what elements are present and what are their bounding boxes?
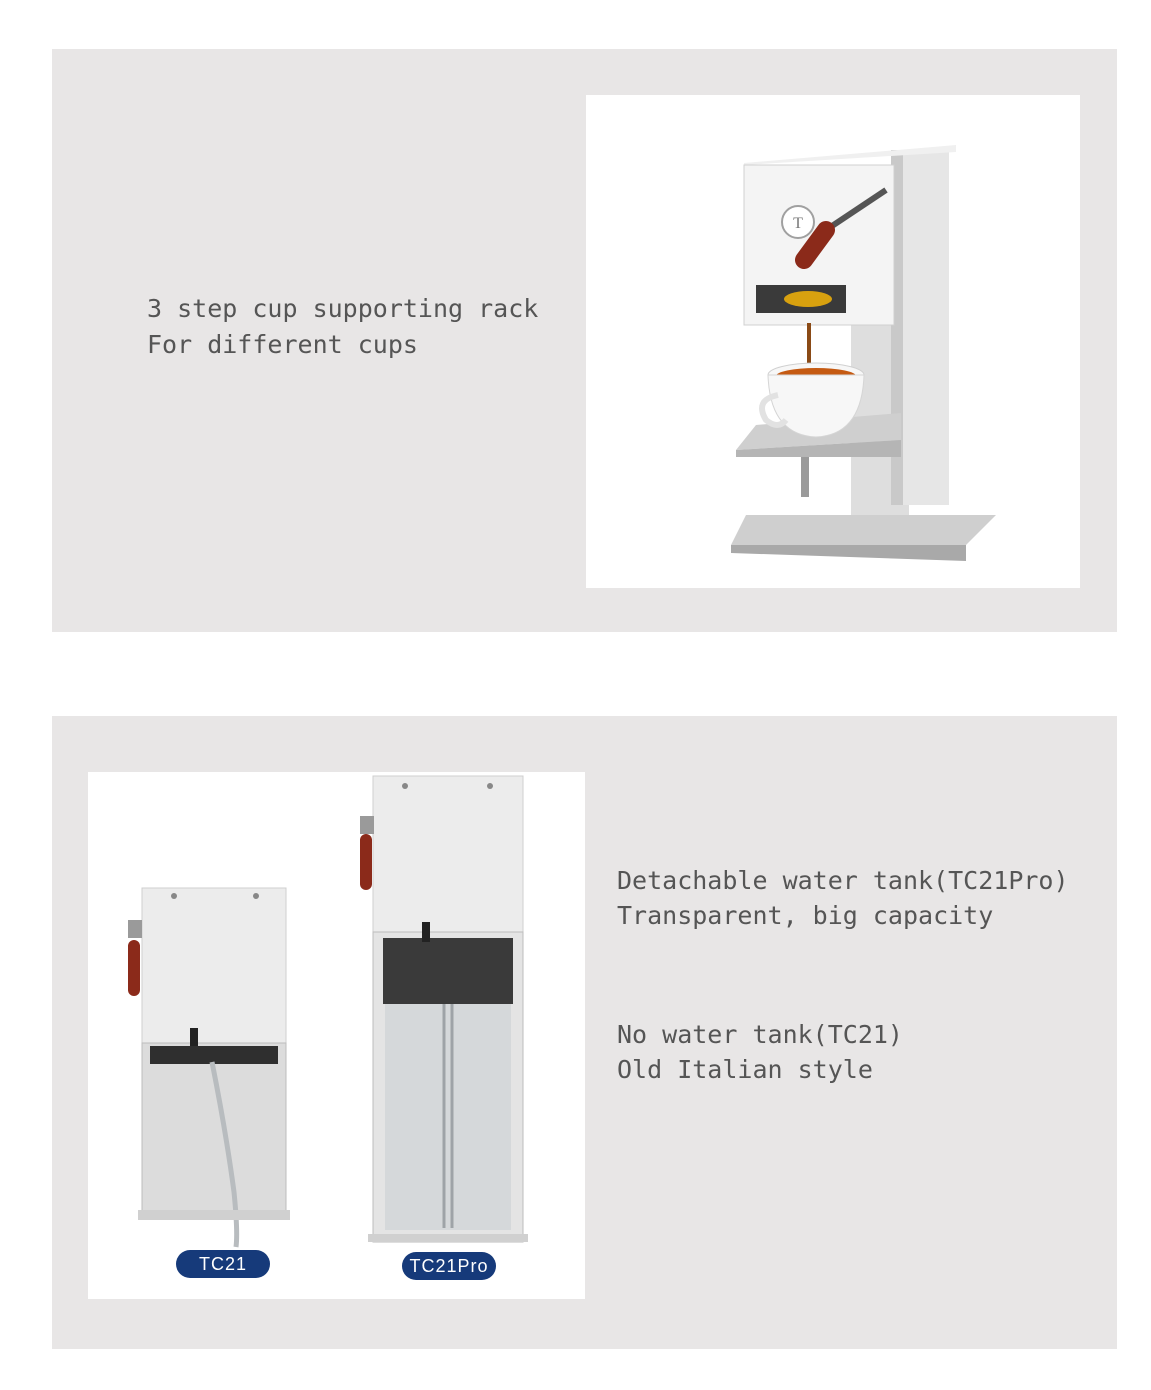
- tc21-valve: [190, 1028, 198, 1046]
- tc21-screw: [253, 893, 259, 899]
- tc21-screw: [171, 893, 177, 899]
- tc21pro-screw: [487, 783, 493, 789]
- base-plate: [731, 515, 996, 545]
- water-tank-line-1: Detachable water tank(TC21Pro): [617, 866, 1069, 895]
- tc21-base: [138, 1210, 290, 1220]
- water-tank-description: [617, 863, 1069, 933]
- tray-support: [801, 457, 809, 497]
- base-plate-edge: [731, 545, 966, 561]
- tc21pro-wood-handle: [360, 834, 372, 890]
- model-comparison-photo: [88, 772, 585, 1299]
- espresso-machine-photo: [586, 95, 1080, 588]
- tc21-wood-handle: [128, 940, 140, 996]
- water-tank-feature-panel: [52, 716, 1117, 1349]
- tc21pro-upper-body: [373, 776, 523, 932]
- coffee-stream: [807, 323, 811, 365]
- tc21pro-tank-lid: [383, 938, 513, 1004]
- tc21-upper-body: [142, 888, 286, 1043]
- no-tank-line-1: No water tank(TC21): [617, 1020, 903, 1049]
- portafilter-basket: [784, 291, 832, 307]
- tc21pro-water-tank: [385, 1004, 511, 1230]
- tc21pro-screw: [402, 783, 408, 789]
- model-comparison-illustration: [88, 772, 585, 1299]
- tc21-lever-mount: [128, 920, 142, 938]
- no-tank-line-2: Old Italian style: [617, 1055, 873, 1084]
- tc21pro-machine: [360, 776, 528, 1242]
- tc21pro-lever-mount: [360, 816, 374, 834]
- cup-rack-description: [147, 291, 538, 363]
- cup-rack-line-1: 3 step cup supporting rack: [147, 294, 539, 323]
- no-tank-description: [617, 1017, 903, 1087]
- cup-rack-feature-panel: [52, 49, 1117, 632]
- tc21pro-valve: [422, 922, 430, 942]
- espresso-machine-illustration: [586, 95, 1080, 588]
- tc21-internal-fittings: [150, 1046, 278, 1064]
- side-column: [899, 150, 949, 505]
- water-tank-line-2: Transparent, big capacity: [617, 901, 994, 930]
- svg-text:T: T: [793, 215, 803, 232]
- tc21-machine: [128, 888, 290, 1247]
- tc21pro-base: [368, 1234, 528, 1242]
- tc21pro-model-badge: TC21Pro: [402, 1252, 496, 1280]
- cup-rack-line-2: For different cups: [147, 330, 418, 359]
- tc21-model-badge: TC21: [176, 1250, 270, 1278]
